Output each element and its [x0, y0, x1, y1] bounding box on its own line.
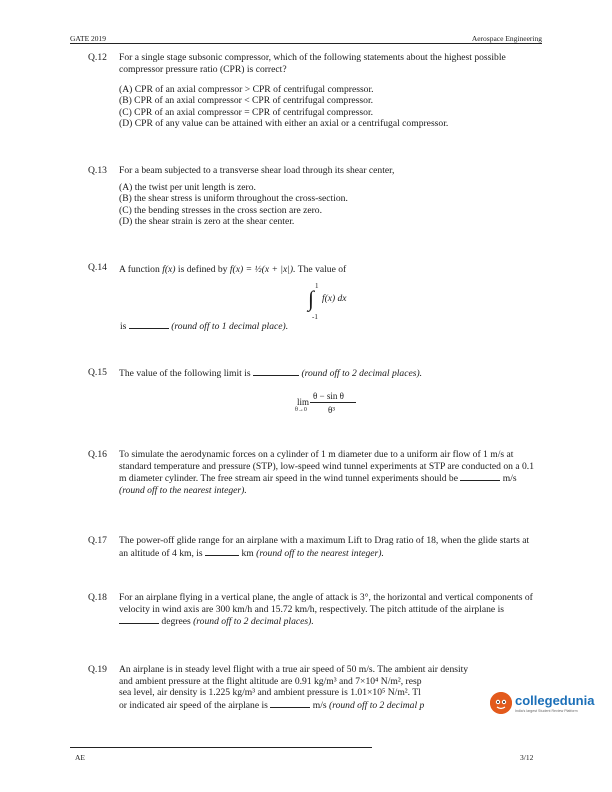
option-c: (C) CPR of an axial compressor = CPR of centrifugal compressor. — [119, 106, 374, 118]
rounding-note: (round off to 2 decimal p — [329, 699, 425, 711]
subject-label: Aerospace Engineering — [471, 34, 542, 43]
page-number: 3/12 — [520, 753, 534, 762]
integral-sign: ∫ — [308, 286, 315, 311]
question-text: To simulate the aerodynamic forces on a cylinder of 1 m diameter due to a uniform air flow of 1 m/s at standard temperature and pressure (STP), low-speed wind tunnel experiments at STP are conducted on a 0.1 m diameter cylinder. The free stream air speed in the wind tunnel experiments should be m/s (round off to the nearest integer). — [119, 449, 534, 496]
unit-label: degrees — [161, 616, 191, 627]
option-b: (B) CPR of an axial compressor < CPR of centrifugal compressor. — [119, 95, 374, 107]
question-18 — [88, 592, 538, 632]
function-definition: f(x) = ½(x + |x|). — [229, 264, 296, 275]
rounding-note: (round off to 1 decimal place). — [171, 321, 289, 332]
header-divider — [70, 43, 542, 44]
limit-numerator: θ − sin θ — [313, 391, 344, 401]
question-number: Q.14 — [88, 262, 107, 273]
rounding-note: (round off to 2 decimal places). — [301, 368, 423, 379]
question-number: Q.12 — [88, 52, 107, 63]
logo-name: collegedunia — [515, 693, 595, 708]
question-text: The value of the following limit is (round off to 2 decimal places). — [119, 368, 423, 379]
option-d: (D) CPR of any value can be attained with either an axial or a centrifugal compressor. — [119, 118, 449, 130]
answer-blank[interactable] — [270, 699, 310, 708]
footer-paper-code: AE — [75, 753, 85, 762]
fraction-bar — [310, 402, 356, 403]
question-number: Q.13 — [88, 165, 107, 176]
option-c: (C) the bending stresses in the cross section are zero. — [119, 204, 323, 216]
footer-divider — [70, 747, 372, 748]
answer-blank[interactable] — [205, 547, 239, 556]
rounding-note: (round off to the nearest integer). — [256, 547, 384, 559]
answer-blank[interactable] — [119, 615, 159, 624]
question-text: For an airplane flying in a vertical plane, the angle of attack is 3°, the horizontal and vertical components of velocity in wind axis are 300 km/h and 15.72 km/h, respectively. The pitch attitude of the airplane is degrees (round off to 2 decimal places). — [119, 592, 533, 627]
unit-label: m/s — [312, 699, 327, 711]
limit-subscript: θ→0 — [295, 407, 307, 413]
page-header — [70, 34, 542, 46]
option-a: (A) CPR of an axial compressor > CPR of centrifugal compressor. — [119, 84, 374, 95]
question-19 — [88, 664, 508, 724]
question-text: An airplane is in steady level flight with a true air speed of 50 m/s. The ambient air density and ambient pressure at the flight altitude are 0.91 kg/m³ and 7×10⁴ N/m², resp sea level, air density is 1.225 kg/m³ and ambient pressure is 1.01×10⁵ N/m². Tl or indicated air speed of the airplane is m/s (round off to 2 decimal p — [119, 664, 469, 711]
question-number: Q.19 — [88, 664, 107, 675]
option-a: (A) the twist per unit length is zero. — [119, 182, 256, 193]
question-14-answer-line: is (round off to 1 decimal place). — [120, 321, 289, 332]
integral-lower-limit: -1 — [312, 313, 318, 321]
unit-label: m/s — [502, 473, 517, 484]
mascot-icon — [490, 692, 512, 714]
integrand: f(x) dx — [322, 294, 347, 304]
question-12 — [88, 52, 538, 142]
limit-operator: lim — [297, 397, 310, 407]
exam-label: GATE 2019 — [70, 34, 107, 43]
answer-blank[interactable] — [253, 367, 299, 376]
unit-label: km — [241, 547, 254, 559]
rounding-note: (round off to the nearest integer). — [119, 484, 247, 496]
options-list — [119, 84, 448, 130]
question-number: Q.18 — [88, 592, 107, 603]
answer-blank[interactable] — [460, 472, 500, 481]
question-number: Q.17 — [88, 535, 107, 546]
option-d: (D) the shear strain is zero at the shear center. — [119, 216, 295, 228]
integral-upper-limit: 1 — [315, 282, 319, 290]
question-number: Q.15 — [88, 367, 107, 378]
question-17 — [88, 535, 538, 565]
question-text: For a beam subjected to a transverse shear load through its shear center, — [119, 165, 395, 176]
question-text: For a single stage subsonic compressor, which of the following statements about the highest possible compressor pressure ratio (CPR) is correct? — [119, 52, 506, 75]
logo-tagline: India's largest Student Review Platform — [515, 709, 578, 713]
limit-denominator: θ³ — [328, 405, 336, 415]
answer-blank[interactable] — [129, 320, 169, 329]
question-number: Q.16 — [88, 449, 107, 460]
question-16 — [88, 449, 538, 509]
option-b: (B) the shear stress is uniform throughout the cross-section. — [119, 193, 348, 205]
collegedunia-logo — [490, 692, 608, 722]
question-text: The power-off glide range for an airplane with a maximum Lift to Drag ratio of 18, when the glide starts at an altitude of 4 km, is km (round off to the nearest integer). — [119, 535, 530, 559]
question-13 — [88, 165, 538, 245]
function-name: f(x) — [162, 264, 176, 275]
question-text: A function f(x) is defined by f(x) = ½(x + |x|). The value of — [119, 264, 347, 275]
options-list — [119, 182, 348, 228]
rounding-note: (round off to 2 decimal places). — [193, 616, 314, 627]
